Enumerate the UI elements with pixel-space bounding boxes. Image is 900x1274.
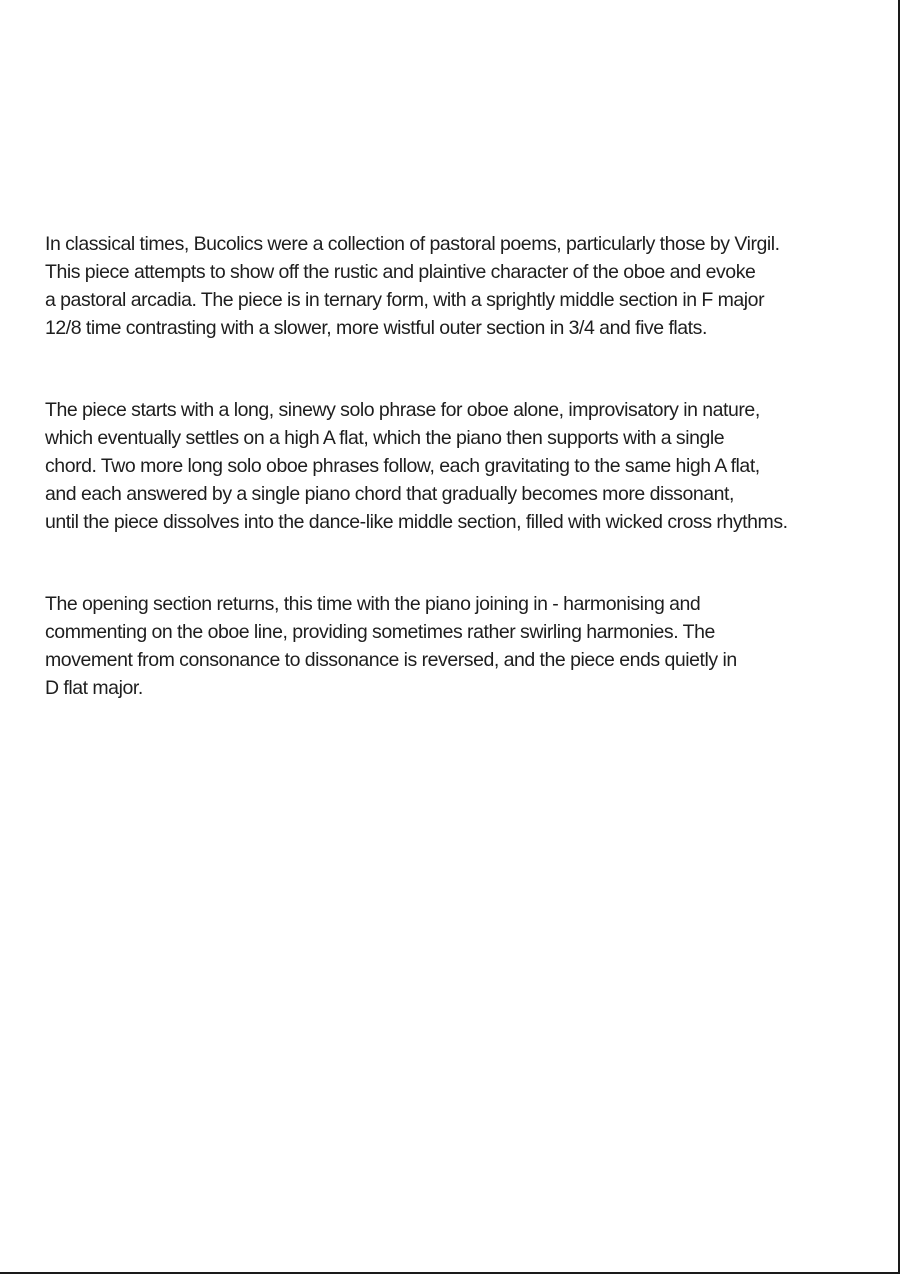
text-line: until the piece dissolves into the dance-like middle section, filled with wicked cross rhythms. xyxy=(45,511,788,533)
text-line: which eventually settles on a high A flat, which the piano then supports with a single xyxy=(45,427,725,449)
text-line: This piece attempts to show off the rustic and plaintive character of the oboe and evoke xyxy=(45,261,756,283)
text-line: commenting on the oboe line, providing sometimes rather swirling harmonies. The xyxy=(45,621,715,643)
text-line: The opening section returns, this time with the piano joining in - harmonising and xyxy=(45,593,701,615)
text-line: chord. Two more long solo oboe phrases follow, each gravitating to the same high A flat, xyxy=(45,455,760,477)
text-line: a pastoral arcadia. The piece is in ternary form, with a sprightly middle section in F major xyxy=(45,289,765,311)
text-line: 12/8 time contrasting with a slower, more wistful outer section in 3/4 and five flats. xyxy=(45,317,707,339)
text-line: In classical times, Bucolics were a collection of pastoral poems, particularly those by Virgil. xyxy=(45,233,780,255)
text-line: movement from consonance to dissonance is reversed, and the piece ends quietly in xyxy=(45,649,737,671)
text-line: and each answered by a single piano chord that gradually becomes more dissonant, xyxy=(45,483,734,505)
paragraph-closing-description xyxy=(45,590,737,702)
paragraph-opening-description xyxy=(45,396,788,536)
text-line: D flat major. xyxy=(45,677,143,699)
paragraph-introduction xyxy=(45,230,780,342)
text-line: The piece starts with a long, sinewy solo phrase for oboe alone, improvisatory in nature, xyxy=(45,399,760,421)
